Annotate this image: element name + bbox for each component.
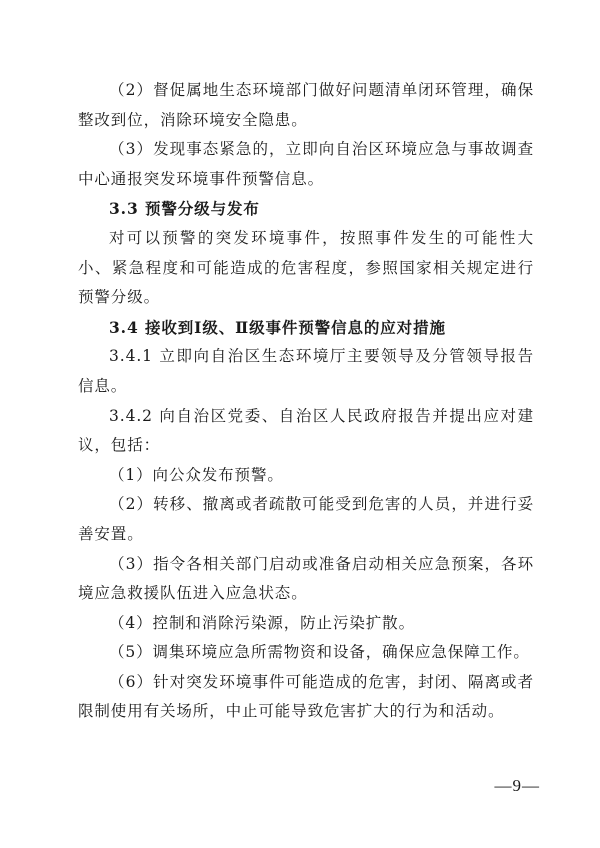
list-item: （6）针对突发环境事件可能造成的危害，封闭、隔离或者限制使用有关场所，中止可能导致危害扩大的行为和活动。 [78,672,534,721]
paragraph: 对可以预警的突发环境事件，按照事件发生的可能性大小、紧急程度和可能造成的危害程度，参照国家相关规定进行预警分级。 [78,228,534,307]
list-item: （3）指令各相关部门启动或准备启动相关应急预案，各环境应急救援队伍进入应急状态。 [78,554,534,603]
list-item: （2）转移、撤离或者疏散可能受到危害的人员，并进行妥善安置。 [78,495,534,543]
page-number: —9— [494,776,540,795]
document-body [78,76,534,727]
list-item: （5）调集环境应急所需物资和设备，确保应急保障工作。 [109,643,530,662]
paragraph: 3.4.1 立即向自治区生态环境厅主要领导及分管领导报告信息。 [78,347,534,395]
section-heading: 3.3 预警分级与发布 [109,199,260,219]
list-item: （4）控制和消除污染源，防止污染扩散。 [109,613,415,632]
list-item: （1）向公众发布预警。 [109,465,284,484]
paragraph: （2）督促属地生态环境部门做好问题清单闭环管理，确保整改到位，消除环境安全隐患。 [78,81,534,129]
paragraph: 3.4.2 向自治区党委、自治区人民政府报告并提出应对建议，包括： [78,406,534,455]
section-heading: 3.4 接收到Ⅰ级、Ⅱ级事件预警信息的应对措施 [109,317,446,337]
paragraph: （3）发现事态紧急的，立即向自治区环境应急与事故调查中心通报突发环境事件预警信息。 [78,140,534,188]
